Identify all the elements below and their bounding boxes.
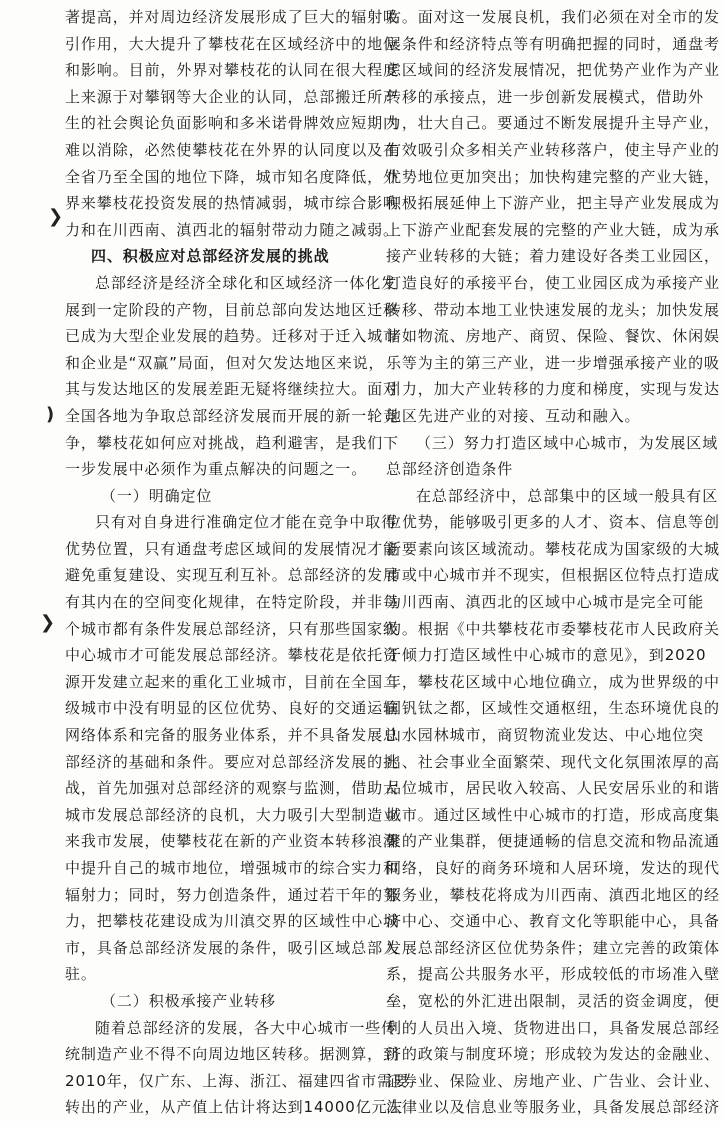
text-line: 地区先进产业的对接、互动和融入。 bbox=[386, 406, 641, 425]
text-line: 右。面对这一发展良机，我们必须在对全市的发 bbox=[386, 8, 720, 26]
text-line: 济中心、交通中心、教育文化等职能中心，具备 bbox=[386, 912, 720, 931]
text-line: 城市发展总部经济的良机，大力吸引大型制造业 bbox=[65, 805, 399, 824]
text-line: 随着总部经济的发展，各大中心城市一些传 bbox=[95, 1018, 398, 1037]
text-line: 生的社会舆论负面影响和多米诺骨牌效应短期内 bbox=[65, 114, 399, 133]
text-line: 城市。通过区域性中心城市的打造，形成高度集 bbox=[386, 805, 720, 824]
text-line: 法律业以及信息业等服务业，具备发展总部经济 bbox=[386, 1098, 720, 1117]
text-line: 发展总部经济区位优势条件；建立完善的政策体 bbox=[386, 938, 720, 957]
text-line: 个城市都有条件发展总部经济，只有那些国家级 bbox=[65, 619, 399, 638]
text-line: 难以消除，必然使攀枝花在外界的认同度以及在 bbox=[65, 140, 399, 159]
text-line: 避免重复建设、实现互利互补。总部经济的发展 bbox=[65, 566, 399, 585]
text-line: 总部经济创造条件 bbox=[386, 460, 514, 479]
text-line: 引力，加大产业转移的力度和梯度，实现与发达 bbox=[386, 380, 720, 399]
text-line: 虑区域间的经济发展情况，把优势产业作为产业 bbox=[386, 61, 720, 80]
text-line: 于倾力打造区域性中心城市的意见》，到2020 bbox=[386, 646, 707, 665]
text-line: 争，攀枝花如何应对挑战，趋利避害，是我们下 bbox=[65, 433, 399, 452]
binding-mark-icon: ❯ bbox=[40, 612, 56, 633]
text-line: 打造良好的承接平台，使工业园区成为承接产业 bbox=[386, 273, 720, 292]
text-line: 中提升自己的城市地位，增强城市的综合实力和 bbox=[65, 859, 399, 877]
text-line: 转移的承接点，进一步创新发展模式，借助外 bbox=[386, 87, 705, 106]
text-line: 山水园林城市，商贸物流业发达、中心地位突 bbox=[386, 726, 705, 745]
text-line: 2010年，仅广东、上海、浙江、福建四省市需要 bbox=[65, 1071, 409, 1090]
text-line: 为川西南、滇西北的区域中心城市是完全可能 bbox=[386, 593, 705, 612]
text-line: 新要素向该区域流动。攀枝花成为国家级的大城 bbox=[386, 539, 720, 558]
text-line: 已成为大型企业发展的趋势。迁移对于迁入城市 bbox=[65, 327, 399, 346]
text-line: 证券业、保险业、房地产业、广告业、会计业、 bbox=[386, 1071, 720, 1090]
text-line: 位优势，能够吸引更多的人才、资本、信息等创 bbox=[386, 513, 720, 532]
text-line: 转移、带动本地工业快速发展的龙头；加快发展 bbox=[386, 300, 720, 319]
text-line: （三）努力打造区域中心城市，为发展区域 bbox=[416, 433, 719, 452]
text-line: 展到一定阶段的产物，目前总部向发达地区迁移 bbox=[65, 300, 399, 319]
text-line: 市或中心城市并不现实，但根据区位特点打造成 bbox=[386, 566, 720, 585]
text-line: 有其内在的空间变化规律，在特定阶段，并非每 bbox=[65, 593, 399, 612]
subsection-heading: （二）积极承接产业转移 bbox=[101, 991, 276, 1010]
text-line: 利的人员出入境、货物进出口，具备发展总部经 bbox=[386, 1018, 720, 1037]
text-line: 有效吸引众多相关产业转移落户，使主导产业的 bbox=[386, 140, 720, 159]
text-line: 网络，良好的商务环境和人居环境，发达的现代 bbox=[386, 859, 720, 877]
text-line: 上来源于对攀钢等大企业的认同，总部搬迁所产 bbox=[65, 87, 399, 106]
text-line: 力，壮大自己。要通过不断发展提升主导产业， bbox=[386, 114, 720, 133]
text-line: 在总部经济中，总部集中的区域一般具有区 bbox=[416, 486, 719, 505]
text-line: 引作用，大大提升了攀枝花在区域经济中的地位 bbox=[65, 34, 399, 53]
text-line: 一步发展中必须作为重点解决的问题之一。 bbox=[65, 460, 368, 479]
text-line: 优势地位更加突出；加快构建完整的产业大链， bbox=[386, 167, 720, 186]
text-line: 年，攀枝花区域中心地位确立，成为世界级的中 bbox=[386, 672, 720, 691]
text-line: 乐等为主的第三产业，进一步增强承接产业的吸 bbox=[386, 353, 720, 372]
right-column bbox=[386, 4, 720, 1121]
text-line: 界来攀枝花投资发展的热情减弱，城市综合影响 bbox=[65, 194, 399, 213]
text-line: 其与发达地区的发展差距无疑将继续拉大。面对 bbox=[65, 380, 399, 399]
text-line: 出、社会事业全面繁荣、现代文化氛围浓厚的高 bbox=[386, 752, 720, 771]
text-line: 和影响。目前，外界对攀枝花的认同在很大程度 bbox=[65, 61, 399, 80]
text-line: 积极拓展延伸上下游产业，把主导产业发展成为 bbox=[386, 194, 720, 213]
text-line: 上下游产业配套发展的完整的产业大链，成为承 bbox=[386, 220, 720, 239]
text-line: 全省乃至全国的地位下降，城市知名度降低，外 bbox=[65, 167, 399, 186]
text-line: 总部经济是经济全球化和区域经济一体化发 bbox=[95, 273, 398, 292]
text-line: 垒，宽松的外汇进出限制，灵活的资金调度，便 bbox=[386, 991, 720, 1010]
text-line: 展条件和经济特点等有明确把握的同时，通盘考 bbox=[386, 34, 720, 53]
text-line: 市，具备总部经济发展的条件，吸引区域总部入 bbox=[65, 938, 399, 957]
text-line: 服务业，攀枝花将成为川西南、滇西北地区的经 bbox=[386, 885, 720, 904]
text-line: 系，提高公共服务水平，形成较低的市场准入壁 bbox=[386, 965, 720, 984]
text-line: 的。根据《中共攀枝花市委攀枝花市人民政府关 bbox=[386, 619, 720, 638]
left-column bbox=[65, 4, 409, 1121]
text-line: 级城市中没有明显的区位优势、良好的交通运输 bbox=[65, 699, 399, 718]
text-line: 接产业转移的大链；着力建设好各类工业园区， bbox=[386, 247, 720, 266]
text-line: 国钒钛之都，区域性交通枢纽，生态环境优良的 bbox=[386, 699, 720, 718]
binding-mark-icon: ❯ bbox=[48, 206, 64, 227]
text-line: 部经济的基础和条件。要应对总部经济发展的挑 bbox=[65, 752, 399, 771]
text-line: 统制造产业不得不向周边地区转移。据测算，到 bbox=[65, 1045, 399, 1064]
text-line: 济的政策与制度环境；形成较为发达的金融业、 bbox=[386, 1045, 720, 1064]
text-line: 和企业是“双赢”局面，但对欠发达地区来说， bbox=[65, 353, 385, 372]
text-line: 辐射力；同时，努力创造条件，通过若干年的努 bbox=[65, 885, 399, 904]
text-line: 源开发建立起来的重化工业城市，目前在全国二 bbox=[65, 672, 399, 691]
text-line: 中心城市才可能发展总部经济。攀枝花是依托资 bbox=[65, 646, 399, 665]
text-line: 驻。 bbox=[65, 965, 97, 984]
subsection-heading: （一）明确定位 bbox=[101, 486, 213, 505]
text-line: 著提高，并对周边经济发展形成了巨大的辐射吸 bbox=[65, 8, 399, 26]
text-line: 战，首先加强对总部经济的观察与监测，借助大 bbox=[65, 779, 399, 798]
text-line: 全国各地为争取总部经济发展而开展的新一轮竞 bbox=[65, 406, 399, 425]
text-line: 优势位置，只有通盘考虑区域间的发展情况才能 bbox=[65, 539, 399, 558]
text-line: 品位城市，居民收入较高、人民安居乐业的和谐 bbox=[386, 779, 720, 798]
text-line: 网络体系和完备的服务业体系，并不具备发展总 bbox=[65, 726, 399, 745]
section-heading: 四、积极应对总部经济发展的挑战 bbox=[91, 247, 330, 266]
text-line: 来我市发展，使攀枝花在新的产业资本转移浪潮 bbox=[65, 832, 399, 851]
text-line: 力，把攀枝花建设成为川滇交界的区域性中心城 bbox=[65, 912, 399, 931]
text-line: 力和在川西南、滇西北的辐射带动力随之减弱。 bbox=[65, 220, 399, 239]
text-line: 诸如物流、房地产、商贸、保险、餐饮、休闲娱 bbox=[386, 327, 720, 346]
text-line: 聚的产业集群，便捷通畅的信息交流和物品流通 bbox=[386, 832, 720, 851]
text-line: 只有对自身进行准确定位才能在竞争中取得 bbox=[95, 513, 398, 532]
binding-mark-icon: ) bbox=[46, 404, 55, 425]
text-line: 转出的产业，从产值上估计将达到14000亿元左 bbox=[65, 1098, 404, 1117]
